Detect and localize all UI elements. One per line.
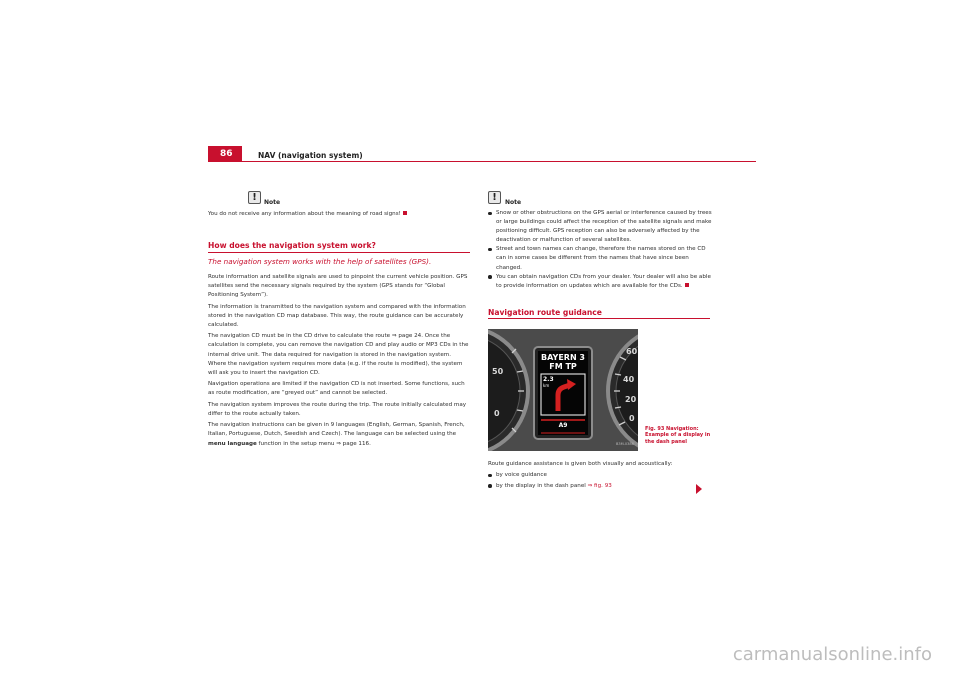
right-note-list [488,209,712,291]
right-gauge-label: 20 [625,395,637,404]
route-guidance-body [488,460,712,492]
left-note-body: You do not receive any information about the meaning of road signs! [208,211,401,217]
radio-station-line2: FM TP [549,362,577,371]
note-icon: ! [488,191,501,204]
bullet-icon [488,273,496,291]
figure-code: B3M-0386 [616,442,634,446]
note-bullet [488,245,712,272]
section-title-how-works: How does the navigation system work? [208,241,376,250]
note-bullet [488,209,712,245]
bullet-icon [488,471,496,481]
right-gauge-label: 0 [629,414,635,423]
dash-panel-figure [488,329,638,451]
note-label: Note [505,199,522,206]
note-bullet-text: Snow or other obstructions on the GPS aerial or interference caused by trees or large buildings could affect the reception of the satellite signals and make positioning difficult. GPS reception can also be adversely affected by the deactivation or malfunction of several satellites. [496,210,712,244]
guidance-bullet-text: by voice guidance [496,472,547,479]
figure-reference-link[interactable]: ⇒ fig. 93 [587,482,612,489]
note-bullet-text [496,273,712,291]
paragraph: The navigation system improves the route during the trip. The route initially calculated may differ to the route actually taken. [208,401,467,417]
paragraph: Route information and satellite signals are used to pinpoint the current vehicle position. GPS satellites send the necessary signals required by the system (GPS stands for “Global Positioning System”). [208,274,468,299]
note-icon: ! [248,191,261,204]
right-gauge-label: 60 [626,347,638,356]
end-mark-icon [685,283,689,287]
paragraph: Navigation operations are limited if the navigation CD is not inserted. Some functions, such as route modification, are “greyed out” and cannot be selected. [208,381,465,397]
road-name: A9 [558,422,568,429]
left-note-text [208,210,470,219]
note-bullet [488,273,712,291]
dash-panel-illustration [488,329,638,451]
watermark: carmanualsonline.info [732,644,932,665]
text-part: The navigation instructions can be given in 9 languages (English, German, Spanish, French, Italian, Portuguese, Dutch, Swedish and Czech). The language can be selected using the [208,422,465,438]
next-page-arrow-icon [696,484,702,494]
guidance-bullet [488,482,712,492]
left-body [208,273,470,451]
running-header: NAV (navigation system) [258,151,363,160]
bullet-icon [488,209,496,245]
section-subtitle: The navigation system works with the help of satellites (GPS). [208,257,432,266]
figure-caption: Fig. 93 Navigation: Example of a display in the dash panel [645,426,711,445]
intro-text: Route guidance assistance is given both visually and acoustically: [488,461,673,467]
paragraph: The information is transmitted to the navigation system and compared with the information stored in the navigation CD map database. This way, the route guidance can be accurately calculated. [208,303,466,328]
note-bullet-text: Street and town names can change, therefore the names stored on the CD can in some cases be different from the names that have since been changed. [496,246,706,271]
distance-value: 2.3 [543,376,554,383]
bullet-icon [488,482,496,492]
note-bullet-body: You can obtain navigation CDs from your dealer. Your dealer will also be able to provide information on updates which are available for the CDs. [496,273,711,289]
text-part: function in the setup menu ⇒ page 116. [256,440,371,447]
header-rule [208,161,756,162]
left-gauge-label: 0 [494,409,500,418]
guidance-bullet-text [496,482,612,492]
menu-language-term: menu language [208,440,257,447]
left-gauge-label: 50 [492,367,504,376]
section-rule [208,252,470,253]
page-number: 86 [208,146,242,162]
paragraph-language [208,421,470,448]
bullet-icon [488,245,496,272]
distance-unit: km [543,383,550,388]
guidance-bullet [488,471,712,481]
paragraph: The navigation CD must be in the CD drive to calculate the route ⇒ page 24. Once the calculation is complete, you can remove the navigation CD and play audio or MP3 CDs in the internal drive unit. The data required for navigation is stored in the navigation system. Where the navigation system requires more data (e.g. if the route is modified), the system will ask you to insert the navigation CD. [208,333,469,376]
section-title-route-guidance: Navigation route guidance [488,308,602,317]
right-gauge-label: 40 [623,375,635,384]
guidance-text: by the display in the dash panel [496,482,588,489]
section-rule [488,318,710,319]
radio-station-line1: BAYERN 3 [541,353,585,362]
note-label: Note [264,199,281,206]
end-mark-icon [403,211,407,215]
